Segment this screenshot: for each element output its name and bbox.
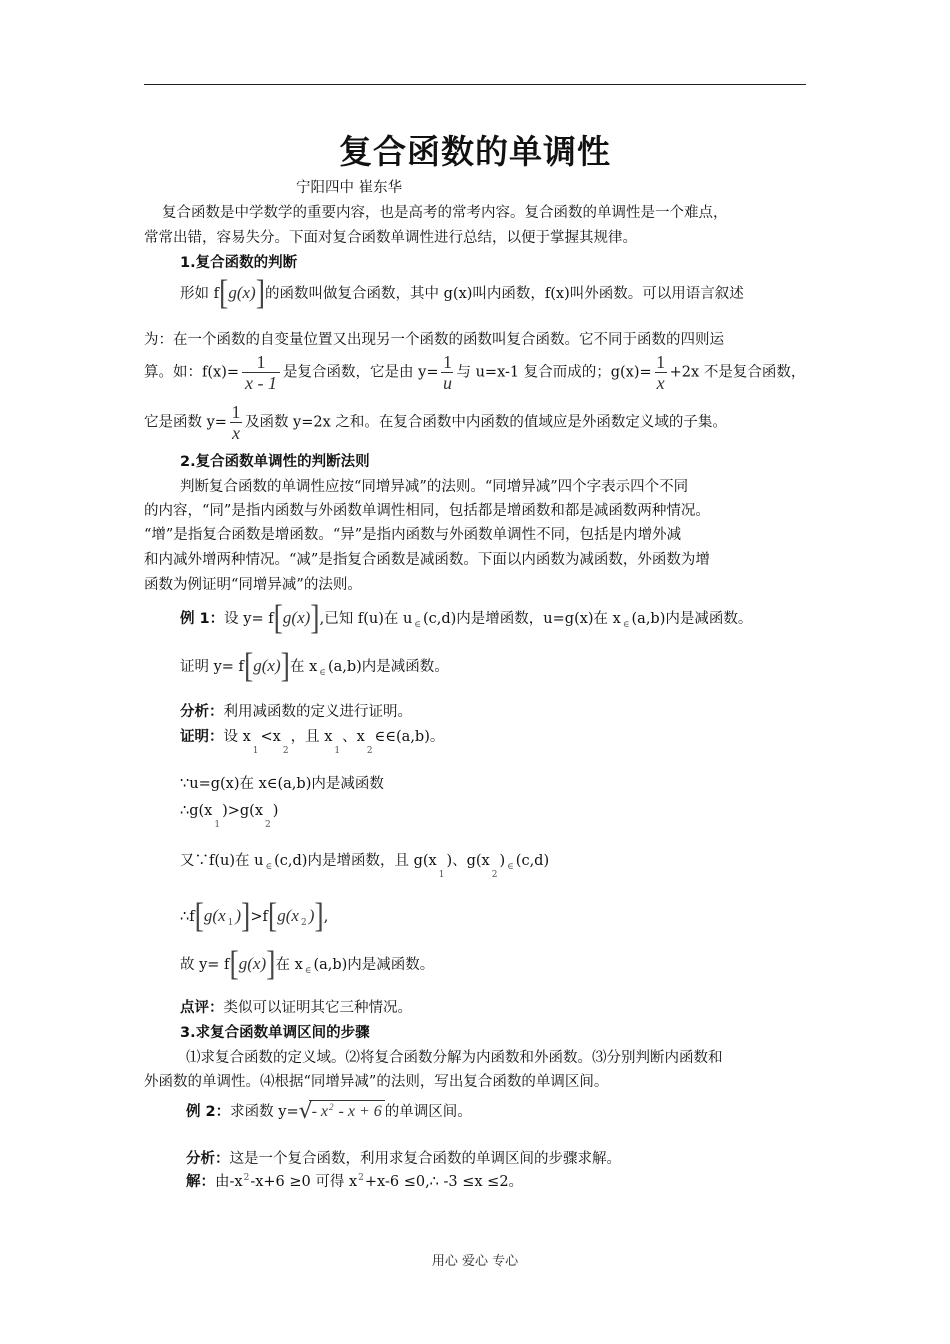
superscript: 2: [358, 1173, 364, 1183]
text: 这是一个复合函数，利用求复合函数的单调区间的步骤求解。: [229, 1151, 621, 1167]
denominator: x - 1: [245, 373, 277, 393]
text: (c,d)内是增函数，且 g(x: [274, 853, 437, 869]
text: 的单调区间。: [384, 1104, 472, 1120]
subscript: 2: [491, 870, 498, 880]
text: 由-x: [215, 1174, 243, 1190]
math-gx: g(x): [253, 656, 281, 675]
denominator: x: [656, 373, 665, 393]
radicand: [309, 1100, 385, 1124]
bracket-right: ]: [280, 647, 290, 686]
intro-line-1: 复合函数是中学数学的重要内容，也是高考的常考内容。复合函数的单调性是一个难点，: [162, 205, 728, 221]
numerator: 1: [656, 352, 666, 372]
text: )>g(x: [222, 803, 264, 819]
text: (c,d)内是增函数，u=g(x)在 x: [422, 611, 621, 627]
text: (c,d): [515, 853, 550, 869]
text: 它是函数 y=: [144, 414, 227, 431]
text: ,已知 f(u)在 u: [319, 611, 413, 627]
intro-line-2: 常常出错，容易失分。下面对复合函数单调性进行总结，以便于掌握其规律。: [144, 230, 637, 246]
text: 又∵f(u)在 u: [180, 853, 264, 869]
proof-line: [180, 727, 445, 756]
conclusion-line: [180, 897, 329, 936]
example-1-line: [180, 599, 753, 638]
analysis-line: [180, 702, 412, 722]
text: 的函数叫做复合函数，其中 g(x)叫内函数，f(x)叫外函数。可以用语言叙述: [265, 286, 744, 302]
bracket-left: [: [194, 897, 204, 936]
element-of: ∈: [304, 966, 312, 976]
text: 设 x: [223, 729, 251, 745]
solution-line: [186, 1172, 523, 1194]
also-line: [180, 851, 550, 880]
comment-line: [180, 998, 412, 1018]
math-gx1: g(x: [203, 906, 226, 925]
page-footer: 用心 爱心 专心: [431, 1254, 519, 1269]
fraction: [441, 352, 453, 393]
bracket-right: ]: [255, 274, 266, 313]
subscript: 2: [265, 820, 271, 830]
subscript: 2: [282, 746, 289, 756]
sec2-line-4: 和内减外增两种情况。“减”是指复合函数是减函数。下面以内函数为减函数，外函数为增: [144, 552, 710, 568]
bracket-left: [: [267, 897, 278, 936]
radicand-part: - x: [311, 1103, 329, 1120]
element-of: ∈: [414, 620, 421, 630]
text: (a,b)内是减函数。: [327, 659, 449, 675]
subscript: 1: [334, 746, 341, 756]
sec2-line-1: 判断复合函数的单调性应按“同增异减”的法则。“同增异减”四个字表示四个不同: [180, 479, 689, 495]
math-paren: ): [235, 906, 242, 925]
sec1-line-2: 为：在一个函数的自变量位置又出现另一个函数的函数叫复合函数。它不同于函数的四则运: [144, 332, 724, 348]
math-gx2: g(x: [277, 906, 299, 925]
text: +2x 不是复合函数，: [669, 364, 806, 381]
bracket-left: [: [273, 599, 283, 638]
math-gx: g(x): [282, 608, 311, 627]
subscript: 1: [252, 746, 259, 756]
element-of: ∈: [507, 862, 514, 872]
element-of: ∈: [265, 862, 273, 872]
section-3-heading: 3.求复合函数单调区间的步骤: [180, 1025, 370, 1041]
denominator: u: [442, 373, 452, 393]
sec3-line-2: 外函数的单调性。⑷根据“同增异减”的法则，写出复合函数的单调区间。: [144, 1074, 609, 1090]
text: (a,b)内是减函数。: [631, 611, 753, 627]
text: )、g(x: [446, 853, 490, 869]
numerator: 1: [231, 402, 241, 422]
text: 在 x: [289, 659, 318, 675]
fraction: [655, 352, 667, 393]
sec2-line-3: “增”是指复合函数是增函数。“异”是指内函数与外函数单调性不同，包括是内增外减: [144, 527, 682, 543]
sec1-line-3: [144, 352, 805, 392]
bracket-right: ]: [310, 599, 320, 638]
subscript: 2: [300, 918, 307, 928]
math-paren: ): [308, 906, 315, 925]
sec2-line-5: 函数为例证明“同增异减”的法则。: [144, 577, 362, 593]
text: (a,b)内是减函数。: [313, 957, 435, 973]
author-line: 宁阳四中 崔东华: [296, 180, 403, 196]
text: 利用减函数的定义进行证明。: [223, 704, 412, 720]
math-gx: g(x): [238, 954, 267, 973]
element-of: ∈: [319, 668, 326, 678]
header-rule: [144, 84, 806, 85]
so-line: [180, 945, 435, 984]
because-line: ∵u=g(x)在 x∈(a,b)内是减函数: [180, 776, 384, 792]
analysis-label: 分析：: [180, 704, 224, 720]
text: 是复合函数，它是由 y=: [283, 364, 439, 381]
text: 故 y= f: [180, 957, 230, 973]
text: ): [499, 853, 506, 869]
sec3-line-1: ⑴求复合函数的定义域。⑵将复合函数分解为内函数和外函数。⑶分别判断内函数和: [186, 1050, 723, 1066]
numerator: 1: [256, 352, 266, 372]
text: ∴f: [180, 909, 195, 925]
superscript: 2: [329, 1102, 334, 1112]
example-label: 例 2：: [186, 1104, 231, 1120]
bracket-left: [: [243, 647, 254, 686]
bracket-left: [: [229, 945, 239, 984]
subscript: 1: [227, 918, 234, 928]
text: 设 y= f: [224, 611, 274, 627]
example-label: 例 1：: [180, 611, 225, 627]
proof-label: 证明：: [180, 729, 224, 745]
section-1-heading: 1.复合函数的判断: [180, 255, 298, 271]
text: ): [272, 803, 279, 819]
text: 算。如：f(x)=: [144, 364, 240, 381]
solution-label: 解：: [186, 1174, 215, 1190]
text: 形如 f: [180, 286, 219, 302]
text: -x+6 ≥0 可得 x: [250, 1174, 358, 1190]
radicand-part: - x + 6: [334, 1103, 382, 1120]
prove-line: [180, 647, 449, 686]
superscript: 2: [243, 1173, 250, 1183]
text: +x-6 ≤0,∴ -3 ≤x ≤2。: [364, 1174, 524, 1190]
text: ,: [323, 909, 329, 925]
text: 在 x: [275, 957, 303, 973]
sec1-line-1: [180, 274, 744, 313]
denominator: x: [231, 423, 240, 443]
page-title: 复合函数的单调性: [339, 132, 611, 171]
subscript: 1: [214, 820, 221, 830]
text: 类似可以证明其它三种情况。: [223, 1000, 412, 1016]
text: >f: [250, 909, 268, 925]
numerator: 1: [442, 352, 452, 372]
text: 与 u=x-1 复合而成的；g(x)=: [456, 364, 652, 381]
bracket-left: [: [218, 274, 229, 313]
bracket-right: ]: [266, 945, 276, 984]
bracket-right: ]: [241, 897, 251, 936]
sec1-line-4: [144, 402, 727, 442]
bracket-right: ]: [314, 897, 324, 936]
fraction: [230, 402, 242, 443]
analysis-2-line: [186, 1149, 621, 1169]
text: ∴g(x: [180, 803, 213, 819]
text: ，且 x: [290, 729, 333, 745]
text: 证明 y= f: [180, 659, 244, 675]
example-2-line: [186, 1100, 472, 1130]
sqrt-expression: [299, 1100, 385, 1124]
text: 求函数 y=: [230, 1104, 299, 1120]
element-of: ∈: [622, 620, 630, 630]
text: ∈∈(a,b)。: [374, 729, 445, 745]
fraction: [242, 352, 280, 393]
comment-label: 点评：: [180, 1000, 224, 1016]
subscript: 2: [366, 746, 373, 756]
sqrt-sign: √: [298, 1099, 313, 1124]
text: <x: [260, 729, 281, 745]
subscript: 1: [438, 870, 445, 880]
section-2-heading: 2.复合函数单调性的判断法则: [180, 454, 370, 470]
sec2-line-2: 的内容，“同”是指内函数与外函数单调性相同，包括都是增函数和都是减函数两种情况。: [144, 503, 710, 519]
text: 及函数 y=2x 之和。在复合函数中内函数的值域应是外函数定义域的子集。: [244, 414, 727, 431]
math-gx: g(x): [228, 283, 256, 302]
analysis-label: 分析：: [186, 1151, 230, 1167]
text: 、x: [342, 729, 365, 745]
therefore-line: [180, 801, 279, 830]
